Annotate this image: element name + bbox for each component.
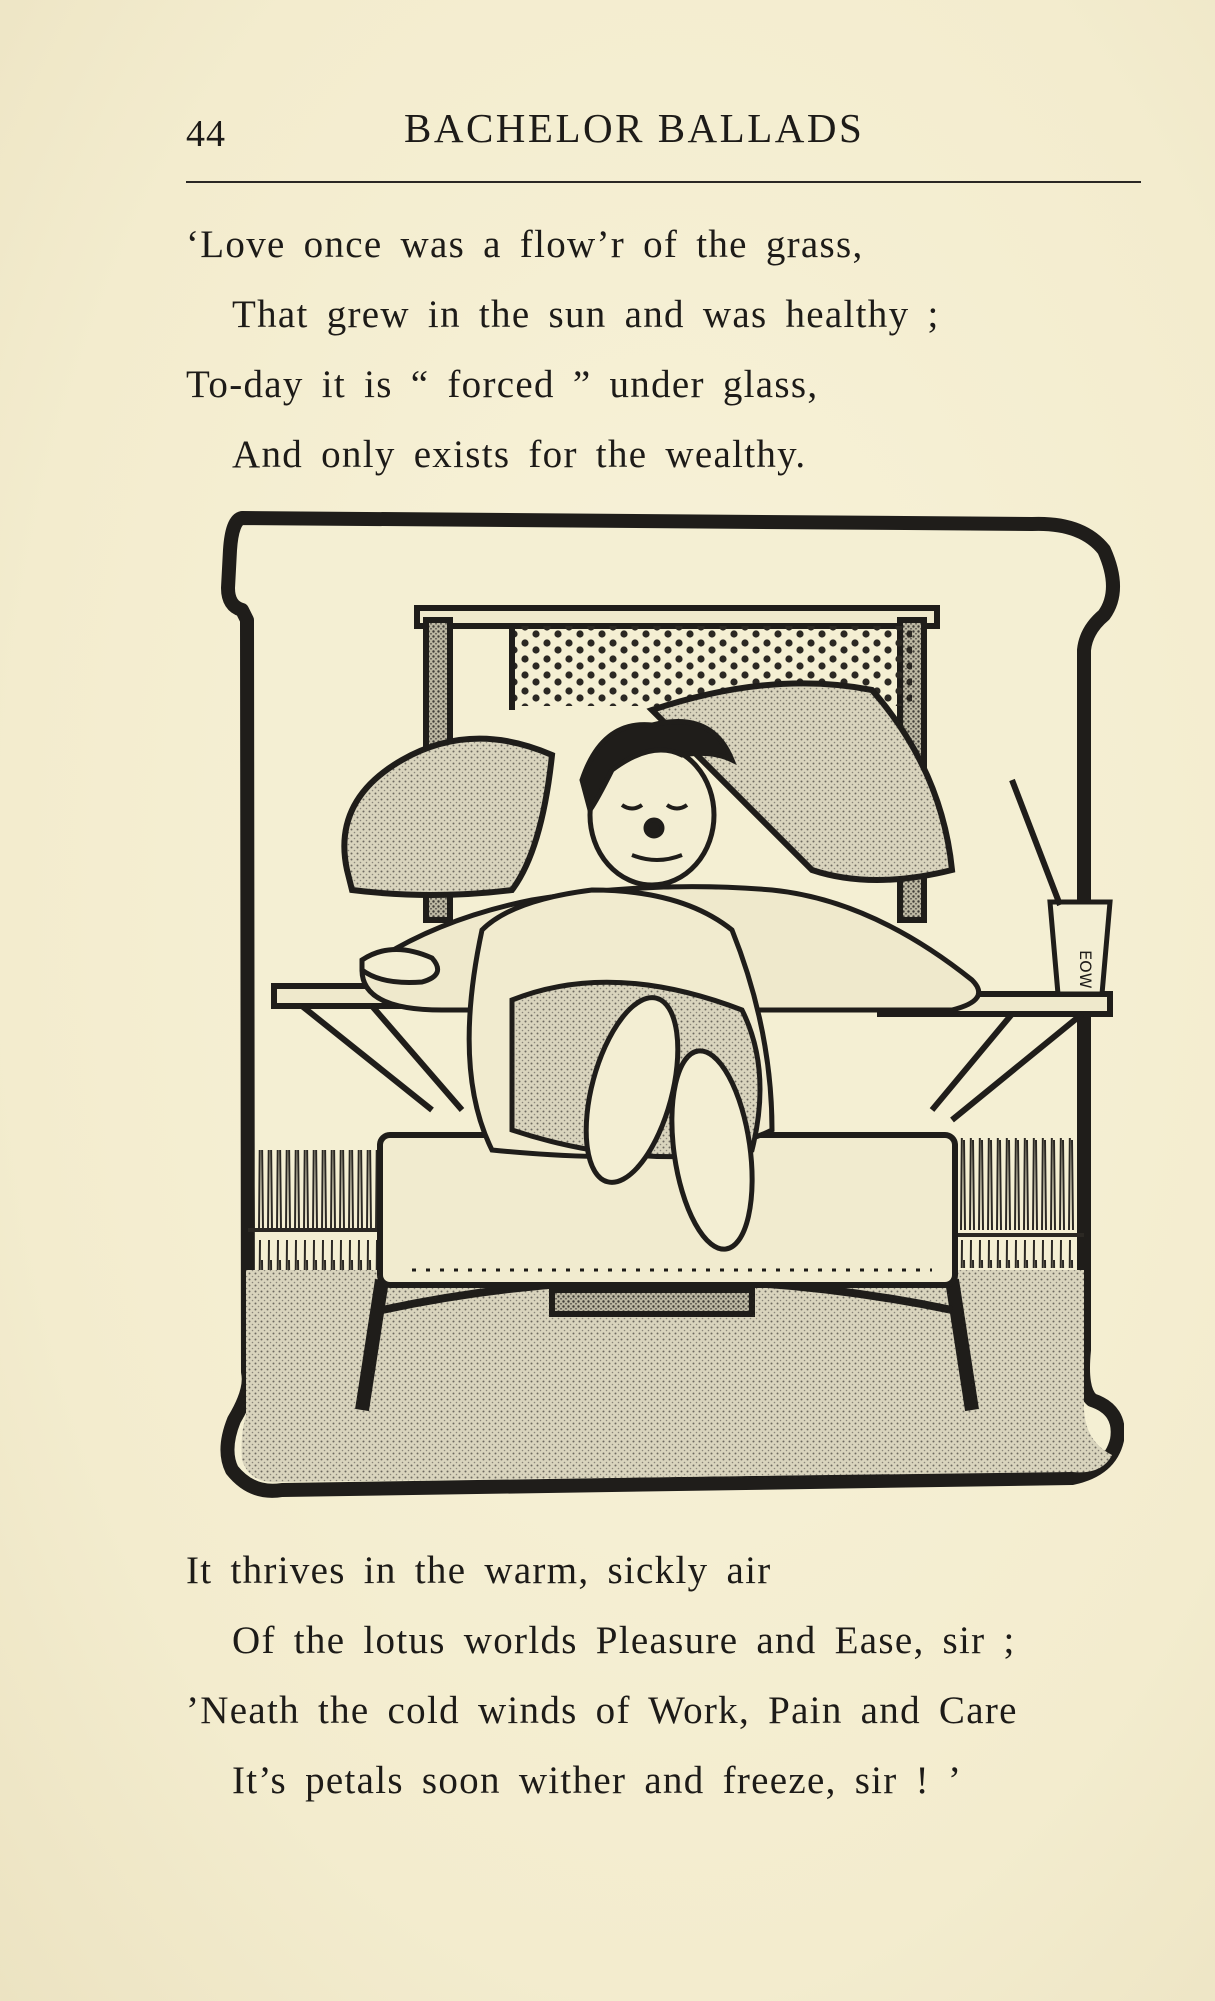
verse-line: And only exists for the wealthy. (232, 433, 807, 476)
verse-line: That grew in the sun and was healthy ; (232, 293, 940, 336)
verse-line: ‘Love once was a flow’r of the grass, (186, 223, 864, 266)
glass-label: EOW (1076, 950, 1095, 989)
verse-line: It thrives in the warm, sickly air (186, 1549, 772, 1592)
verse-line: Of the lotus worlds Pleasure and Ease, sir ; (232, 1619, 1016, 1662)
verse-line: ’Neath the cold winds of Work, Pain and Care (186, 1689, 1018, 1732)
header-rule (186, 181, 1141, 183)
running-title: BACHELOR BALLADS (404, 105, 865, 151)
illustration (212, 510, 1124, 1515)
page-number: 44 (186, 113, 226, 155)
verse-line: It’s petals soon wither and freeze, sir ! ’ (232, 1759, 963, 1802)
page-header (186, 100, 1141, 160)
grass-right (947, 1138, 1077, 1268)
verse-line: To-day it is “ forced ” under glass, (186, 363, 819, 406)
